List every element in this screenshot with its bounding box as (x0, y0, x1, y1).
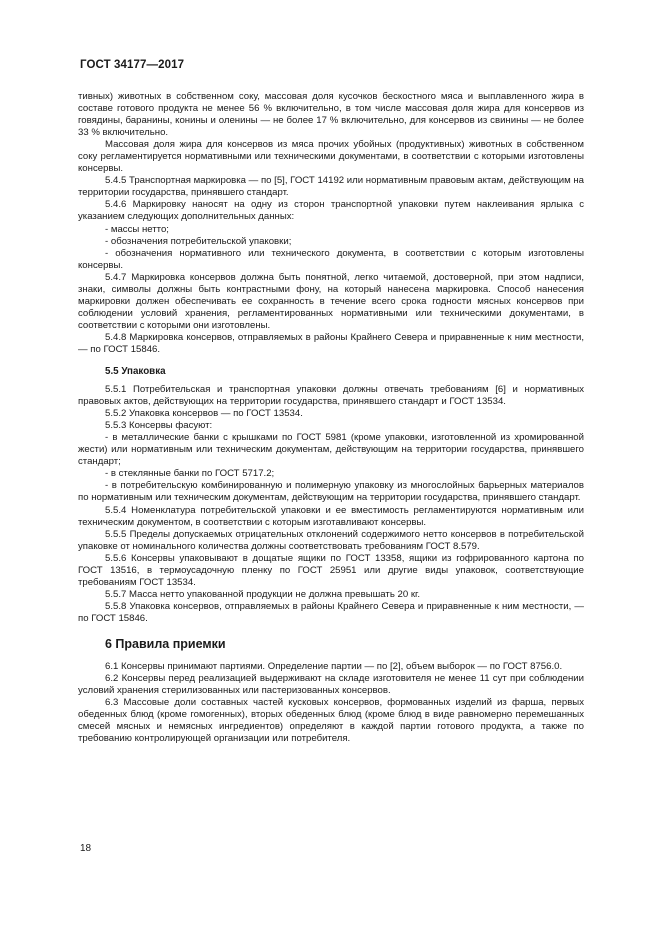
paragraph: 5.4.6 Маркировку наносят на одну из сторон транспортной упаковки путем наклеивания ярлыка с указанием следующих дополнительных данных: (78, 199, 584, 223)
paragraph: Массовая доля жира для консервов из мяса прочих убойных (продуктивных) животных в собственном соку регламентируется нормативными или техническими документами, в соответствии с которыми изготовлены консервы. (78, 139, 584, 175)
list-item: - обозначения нормативного или технического документа, в соответствии с которым изготовлены консервы. (78, 247, 584, 271)
paragraph: 5.5.2 Упаковка консервов — по ГОСТ 13534. (105, 408, 303, 420)
paragraph: 5.4.7 Маркировка консервов должна быть понятной, легко читаемой, достоверной, при этом надписи, знаки, символы должны быть контрастными фону, на который нанесена маркировка. Способ нанесения маркировки должен обеспечивать ее сохранность в течение всего срока годности мясных консервов при соблюдении условий хранения, регламентированных нормативными или техническими документами, в соответствии с которыми они изготовлены. (78, 271, 584, 331)
list-item: - массы нетто; (105, 223, 169, 235)
standard-header: ГОСТ 34177—2017 (80, 59, 185, 71)
section-heading-acceptance-rules: 6 Правила приемки (105, 636, 226, 651)
paragraph: 5.4.8 Маркировка консервов, отправляемых в районы Крайнего Севера и приравненные к ним местности, — по ГОСТ 15846. (78, 331, 584, 355)
paragraph: 5.5.1 Потребительская и транспортная упаковки должны отвечать требованиям [6] и нормативных правовых актов, действующих на территории государства, принявшего стандарт и ГОСТ 13534. (78, 384, 584, 408)
paragraph: 5.5.6 Консервы упаковывают в дощатые ящики по ГОСТ 13358, ящики из гофрированного картона по ГОСТ 13516, в термоусадочную пленку по ГОСТ 25951 или другие виды упаковок, соответствующие требованиям ГОСТ 13534. (78, 552, 584, 588)
paragraph: 6.3 Массовые доли составных частей кусковых консервов, формованных изделий из фарша, первых обеденных блюд (кроме гомогенных), вторых обеденных блюд (кроме блюд в виде равномерно перемешанных смесей мясных и немясных ингредиентов) определяют в каждой партии готового продукта, а также по требованию контролирующей организации или потребителя. (78, 697, 584, 745)
list-item: - в металлические банки с крышками по ГОСТ 5981 (кроме упаковки, изготовленной из хромированной жести) или нормативным или техническим документам, действующим на территории государства, принявшего стандарт; (78, 432, 584, 468)
paragraph: 5.5.5 Пределы допускаемых отрицательных отклонений содержимого нетто консервов в потребительской упаковке от номинального количества должны соответствовать требованиям ГОСТ 8.579. (78, 528, 584, 552)
paragraph: 6.2 Консервы перед реализацией выдерживают на складе изготовителя не менее 11 сут при соблюдении условий хранения стерилизованных или пастеризованных консервов. (78, 673, 584, 697)
paragraph: 5.5.3 Консервы фасуют: (105, 420, 213, 432)
paragraph: 5.4.5 Транспортная маркировка — по [5], ГОСТ 14192 или нормативным правовым актам, действующим на территории государства, принявшего стандарт. (78, 175, 584, 199)
document-body (78, 91, 584, 745)
list-item: - обозначения потребительской упаковки; (105, 235, 292, 247)
page-number: 18 (80, 843, 92, 854)
paragraph: 5.5.8 Упаковка консервов, отправляемых в районы Крайнего Севера и приравненные к ним местности, — по ГОСТ 15846. (78, 600, 584, 624)
paragraph: 6.1 Консервы принимают партиями. Определение партии — по [2], объем выборок — по ГОСТ 8756.0. (105, 660, 563, 672)
list-item: - в потребительскую комбинированную и полимерную упаковку из многослойных барьерных материалов по нормативным или техническим документам, действующим на территории государства, принявшего стандарт. (78, 480, 584, 504)
list-item: - в стеклянные банки по ГОСТ 5717.2; (105, 468, 275, 480)
section-heading-packaging: 5.5 Упаковка (105, 366, 166, 378)
paragraph: 5.5.7 Масса нетто упакованной продукции не должна превышать 20 кг. (105, 588, 421, 600)
paragraph: тивных) животных в собственном соку, массовая доля кусочков бескостного мяса и выплавленного жира в составе готового продукта не менее 56 % включительно, в том числе массовая доля жира для консервов из говядины, баранины, конины и оленины — не более 17 % включительно, для консервов из свинины — не более 33 % включительно. (78, 91, 584, 139)
paragraph: 5.5.4 Номенклатура потребительской упаковки и ее вместимость регламентируются нормативным или техническим документом, в соответствии с которым изготавливают консервы. (78, 504, 584, 528)
